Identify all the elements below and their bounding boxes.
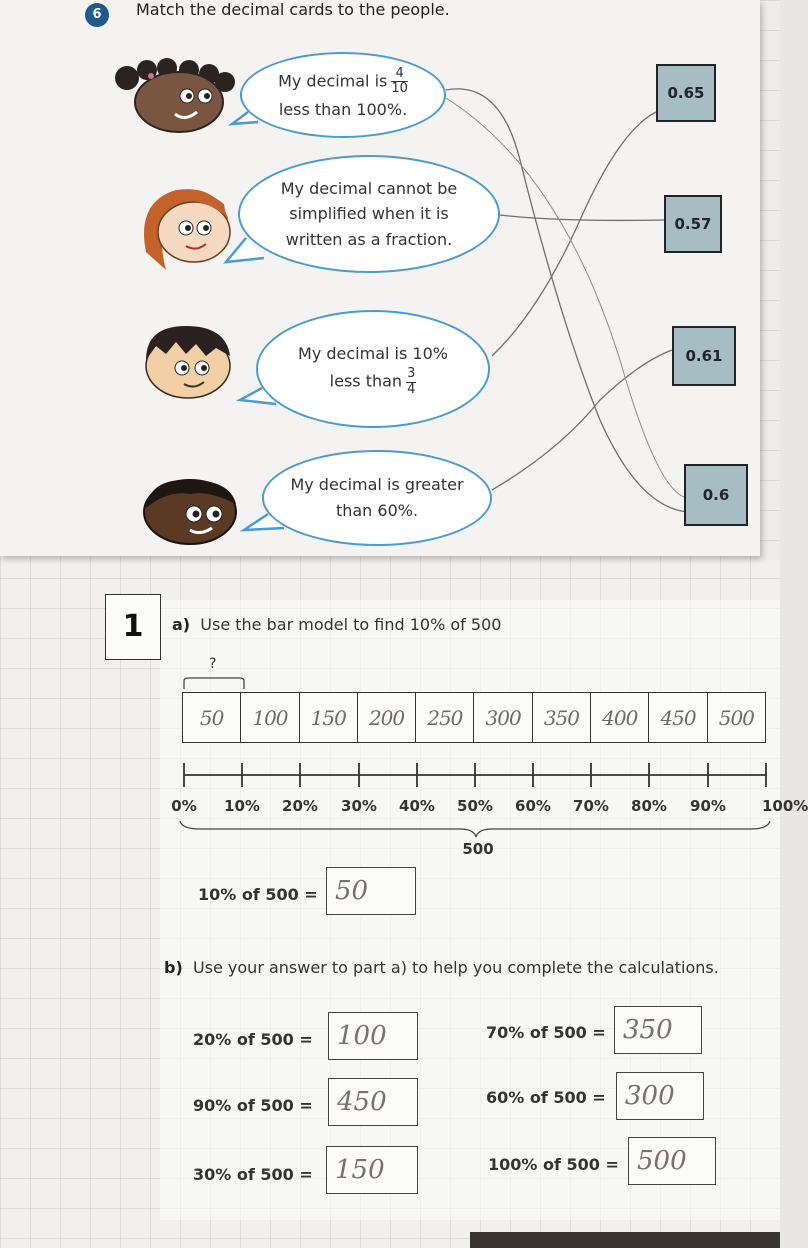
- bar-cell[interactable]: 300: [474, 693, 532, 742]
- bar-model: [182, 692, 766, 743]
- percent-label: 90%: [690, 797, 726, 815]
- bar-cell[interactable]: 350: [533, 693, 591, 742]
- percent-label: 10%: [224, 797, 260, 815]
- calc-answer-box[interactable]: 350: [614, 1006, 702, 1054]
- decimal-card-0-57[interactable]: 0.57: [664, 195, 722, 253]
- decimal-card-0-6[interactable]: 0.6: [684, 464, 748, 526]
- part-a-instruction: a) Use the bar model to find 10% of 500: [172, 615, 502, 634]
- decimal-card-0-65[interactable]: 0.65: [656, 64, 716, 122]
- percent-label: 60%: [515, 797, 551, 815]
- decimal-card-0-61[interactable]: 0.61: [672, 326, 736, 386]
- calc-equation: 90% of 500 =: [193, 1096, 313, 1115]
- question-6-title: Match the decimal cards to the people.: [136, 0, 450, 19]
- fraction-three-quarters: $\frac{3}{4}$: [407, 366, 416, 397]
- calc-answer-box[interactable]: 300: [616, 1072, 704, 1120]
- calc-equation: 60% of 500 =: [486, 1088, 606, 1107]
- bar-cell[interactable]: 100: [241, 693, 299, 742]
- question-1-number: 1: [105, 594, 161, 660]
- calc-answer-box[interactable]: 100: [328, 1012, 418, 1060]
- calc-equation: 70% of 500 =: [486, 1023, 606, 1042]
- bar-cell[interactable]: 200: [358, 693, 416, 742]
- speech-bubble-4: My decimal is greater than 60%.: [262, 450, 492, 546]
- bar-bracket: [180, 675, 250, 691]
- part-b-instruction: b) Use your answer to part a) to help you complete the calculations.: [164, 958, 719, 977]
- bar-cell[interactable]: 250: [416, 693, 474, 742]
- total-label: 500: [462, 840, 494, 858]
- percent-label: 30%: [341, 797, 377, 815]
- calc-answer-box[interactable]: 450: [328, 1078, 418, 1126]
- percent-label: 0%: [171, 797, 197, 815]
- percent-label: 50%: [457, 797, 493, 815]
- percent-label: 20%: [282, 797, 318, 815]
- bar-cell[interactable]: 450: [649, 693, 707, 742]
- percent-label: 80%: [631, 797, 667, 815]
- calc-equation: 100% of 500 =: [488, 1155, 619, 1174]
- percent-label: 70%: [573, 797, 609, 815]
- part-a-answer-box[interactable]: 50: [326, 867, 416, 915]
- bottom-edge: [470, 1232, 780, 1248]
- percent-label: 100%: [762, 797, 808, 815]
- fraction-four-tenths: $\frac{4}{10}$: [391, 66, 408, 97]
- bar-cell[interactable]: 50: [183, 693, 241, 742]
- calc-answer-box[interactable]: 150: [326, 1146, 418, 1194]
- part-a-equation: 10% of 500 =: [198, 885, 318, 904]
- bar-cell[interactable]: 400: [591, 693, 649, 742]
- calc-equation: 20% of 500 =: [193, 1030, 313, 1049]
- bar-question-mark: ?: [209, 656, 217, 672]
- bar-cell[interactable]: 500: [718, 705, 754, 730]
- bar-cell[interactable]: 150: [300, 693, 358, 742]
- calc-equation: 30% of 500 =: [193, 1165, 313, 1184]
- speech-bubble-1: My decimal is $\frac{4}{10}$ less than 100%.: [240, 52, 446, 138]
- question-6-badge: 6: [85, 3, 109, 27]
- speech-bubble-3: My decimal is 10% less than $\frac{3}{4}$: [256, 310, 490, 428]
- percent-label: 40%: [399, 797, 435, 815]
- calc-answer-box[interactable]: 500: [628, 1137, 716, 1185]
- speech-bubble-2: My decimal cannot be simplified when it is written as a fraction.: [238, 155, 500, 273]
